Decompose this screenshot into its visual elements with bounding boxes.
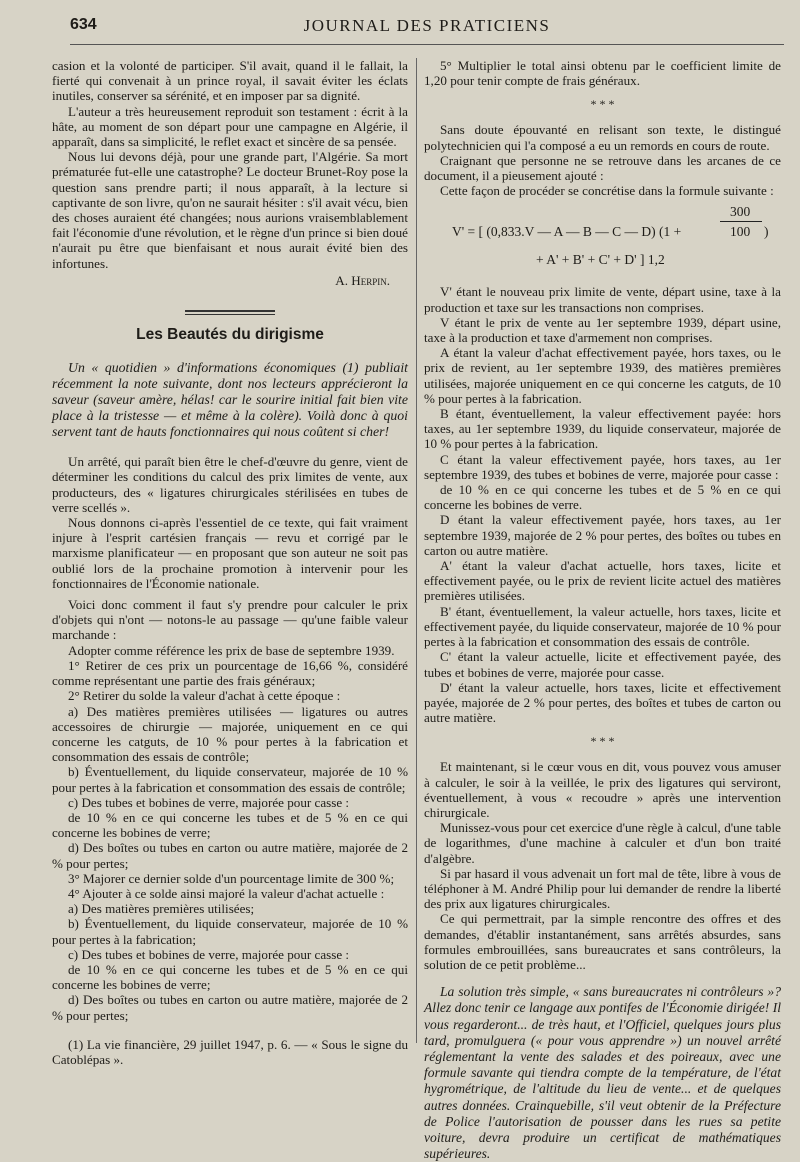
definition-item: C étant la valeur effectivement payée, hors taxes, au 1er septembre 1939, des tubes et bobines de verre, majorée pour casse :	[424, 451, 781, 482]
paragraph: Adopter comme référence les prix de base de septembre 1939.	[68, 642, 395, 658]
section-stars: * * *	[590, 97, 615, 112]
author-signature	[52, 273, 390, 288]
section-stars: * * *	[590, 734, 615, 749]
step-item: 4° Ajouter à ce solde ainsi majoré la valeur d'achat actuelle :	[68, 885, 385, 901]
step-subitem: c) Des tubes et bobines de verre, majorée pour casse :	[68, 794, 350, 810]
definition-item: V étant le prix de vente au 1er septembre 1939, départ usine, taxe à la production et taxe d'armement non comprises.	[424, 314, 781, 346]
step-item: 3° Majorer ce dernier solde d'un pourcentage limite de 300 %;	[68, 870, 395, 886]
paragraph: Ce qui permettrait, par la simple rencontre des offres et des demandes, d'établir instantanément, sans arrêtés absurdes, sans formules embrouillées, sans bureaucrates et sans contrôleurs, la solution de ce petit problème...	[424, 911, 781, 972]
definition-item: C' étant la valeur actuelle, licite et effectivement payée, des tubes et bobines de verre, majorée pour casse.	[424, 649, 781, 680]
formula-denominator: 100	[730, 224, 751, 240]
intro-paragraph: Un « quotidien » d'informations économiques (1) publiait récemment la note suivante, dont nos lecteurs apprécieront la saveur (saveur amère, hélas! car le sourire initial fait bien vite place à la tristesse — et même à la colère). Voilà donc à quoi servent tant de hauts fonctionnaires qui nous coûtent si cher!	[52, 360, 408, 440]
definition-item: A étant la valeur d'achat effectivement payée, hors taxes, ou le prix de revient, au 1er septembre 1939, des matières premières utilisées, majorée uniquement en ce qui concerne les catguts, de 10 % pour pertes à la fabrication.	[424, 345, 781, 406]
closing-paragraph: La solution très simple, « sans bureaucrates ni contrôleurs »? Allez donc tenir ce langage aux pontifes de l'Économie dirigée! Il vous regarderont... de très haut, et l'Officiel, quelques jours plus tard, promulguera (« pour vous apprendre ») un nouvel arrêté réglementant la vente des salades et des poireaux, avec une formule savante qui tiendra compte de la température, de l'état hygrométrique, de l'altitude du lieu de vente... et de quelques autres données. Crainquebille, s'il veut obtenir de la Préfecture de Police l'autorisation de pousser dans les rues sa petite voiture, devra produire un certificat de mathématiques supérieures.	[424, 984, 782, 1162]
paragraph: Nous donnons ci-après l'essentiel de ce texte, qui fait vraiment injure à l'esprit cartésien français — revu et corrigé par le marxisme planificateur — en proposant que son auteur ne soit pas oublié lors de la prochaine promotion à intervenir pour les fonctionnaires de l'Économie nationale.	[52, 515, 408, 591]
right-column	[424, 58, 782, 1162]
step-subitem: b) Éventuellement, du liquide conservateur, majorée de 10 % pour pertes à la fabrication et consommation des essais de contrôle;	[52, 764, 408, 795]
section-rule	[185, 310, 275, 315]
step-item: 2° Retirer du solde la valeur d'achat à cette époque :	[68, 688, 341, 704]
paragraph: casion et la volonté de participer. S'il avait, quand il le fallait, la fierté qui convenait à un prince royal, il savait éviter les éclats inutiles, conserver sa sérénité, et en imposer par sa dignité.	[52, 58, 408, 104]
paragraph: Si par hasard il vous advenait un fort mal de tête, libre à vous de téléphoner à M. André Philip pour lui demander de rendre la liberté des prix aux ligatures chirurgicales.	[424, 865, 781, 912]
formula-line-1: V' = [ (0,833.V — A — B — C — D) (1 +	[452, 224, 682, 240]
formula-line-2: + A' + B' + C' + D' ] 1,2	[536, 252, 665, 268]
definition-item: D' étant la valeur actuelle, hors taxes, licite et effectivement payée, majorée de 2 % pour pertes, des boîtes et tubes de carton ou autre matière.	[424, 679, 781, 726]
author-name: A. Herpin.	[335, 272, 390, 288]
formula-close-paren: )	[764, 224, 769, 240]
footnote: (1) La vie financière, 29 juillet 1947, p. 6. — « Sous le signe du Catoblépas ».	[52, 1036, 408, 1067]
fraction-bar	[720, 221, 762, 222]
paragraph: Munissez-vous pour cet exercice d'une règle à calcul, d'une table de logarithmes, d'une machine à calculer et d'un bon traité d'algèbre.	[424, 820, 781, 866]
paragraph: Un arrêté, qui paraît bien être le chef-d'œuvre du genre, vient de déterminer les conditions du calcul des prix limites de vente, aux producteurs, des « ligatures chirurgicales stérilisées en tubes de verre scellés ».	[52, 454, 408, 515]
step-subitem: a) Des matières premières utilisées — ligatures ou autres accessoires de chirurgie — majorée, uniquement en ce qui concerne les catguts, de 10 % pour pertes à la fabrication et consommation des essais de contrôle;	[52, 703, 408, 765]
definition-item: D étant la valeur effectivement payée, hors taxes, au 1er septembre 1939, majorée de 2 % pour pertes, des boîtes ou tubes en carton ou autre matière.	[424, 512, 781, 558]
step-subitem: de 10 % en ce qui concerne les tubes et de 5 % en ce qui concerne les bobines de verre;	[52, 809, 408, 841]
step-item: 5° Multiplier le total ainsi obtenu par le coefficient limite de 1,20 pour tenir compte de frais généraux.	[424, 58, 781, 89]
step-subitem: a) Des matières premières utilisées;	[68, 901, 255, 917]
step-subitem: d) Des boîtes ou tubes en carton ou autre matière, majorée de 2 % pour pertes;	[52, 840, 408, 871]
definition-item: A' étant la valeur d'achat actuelle, hors taxes, licite et effectivement payée, ou le prix de revient licite actuel des matières premières utilisées.	[424, 558, 781, 604]
paragraph: Voici donc comment il faut s'y prendre pour calculer le prix d'objets qui n'ont — notons-le au passage — qu'une faible valeur marchande :	[52, 597, 408, 643]
column-divider	[416, 58, 417, 1043]
paragraph: Et maintenant, si le cœur vous en dit, vous pouvez vous amuser à calculer, le soir à la veillée, le prix des ligatures qui serviront, éventuellement, à vous « recoudre » après une intervention chirurgicale.	[424, 759, 781, 820]
paragraph: Craignant que personne ne se retrouve dans les arcanes de ce document, il a pieusement ajouté :	[424, 152, 781, 184]
step-subitem: d) Des boîtes ou tubes en carton ou autre matière, majorée de 2 % pour pertes;	[52, 992, 408, 1023]
paragraph: Nous lui devons déjà, pour une grande part, l'Algérie. Sa mort prématurée fut-elle une catastrophe? Le docteur Brunet-Roy pose la question sans prendre parti; il nous apparaît, à la lecture si captivante de son livre, qu'on ne saurait hésiter : s'il avait vécu, bien des choses auraient été changées; nous aurions vraisemblablement fait l'économie d'une révolution, et le règne d'un prince si bien doué n'aurait pu être que bienfaisant et nous aurait évité bien des infortunes.	[52, 149, 408, 271]
definition-item: B étant, éventuellement, la valeur effectivement payée: hors taxes, au 1er septembre 1939, du liquide conservateur, majorée de 10 % pour pertes à la fabrication.	[424, 406, 781, 452]
paragraph: Sans doute épouvanté en relisant son texte, le distingué polytechnicien qui l'a composé a eu un remords en cours de route.	[424, 122, 781, 153]
price-formula	[424, 202, 781, 278]
definition-item: V' étant le nouveau prix limite de vente, départ usine, taxe à la production et taxe sur les transactions non comprises.	[424, 284, 781, 315]
paragraph: Cette façon de procéder se concrétise dans la formule suivante :	[440, 183, 774, 199]
page-header	[70, 14, 784, 45]
page-number: 634	[70, 16, 97, 33]
journal-title: JOURNAL DES PRATICIENS	[303, 16, 551, 35]
formula-numerator: 300	[730, 204, 751, 220]
paragraph: L'auteur a très heureusement reproduit son testament : écrit à la hâte, au moment de son départ pour une campagne en Algérie, il apparaît, dans sa simplicité, le reflet exact et sincère de sa pensée.	[52, 103, 408, 150]
step-subitem: de 10 % en ce qui concerne les tubes et de 5 % en ce qui concerne les bobines de verre;	[52, 961, 408, 993]
definition-item: de 10 % en ce qui concerne les tubes et de 5 % en ce qui concerne les bobines de verre.	[424, 482, 781, 513]
left-column	[52, 58, 408, 1067]
step-item: 1° Retirer de ces prix un pourcentage de 16,66 %, considéré comme représentant une partie des frais généraux;	[52, 657, 408, 689]
definition-item: B' étant, éventuellement, la valeur actuelle, hors taxes, licite et effectivement payée, du liquide conservateur, majorée de 10 % pour pertes à la fabrication et consommation des essais de contrôle.	[424, 603, 781, 650]
step-subitem: b) Éventuellement, du liquide conservateur, majorée de 10 % pour pertes à la fabrication;	[52, 916, 408, 947]
section-title: Les Beautés du dirigisme	[136, 326, 324, 344]
step-subitem: c) Des tubes et bobines de verre, majorée pour casse :	[68, 946, 350, 962]
